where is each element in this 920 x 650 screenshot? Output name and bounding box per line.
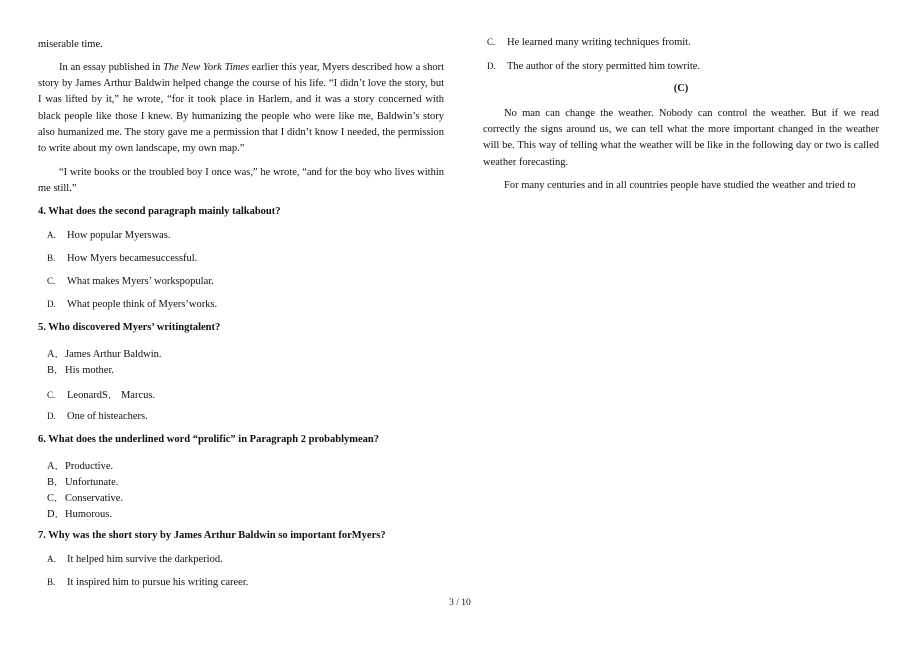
q4-option-d: D. What people think of Myers’works. [47, 299, 218, 310]
page-number: 3 / 10 [449, 598, 471, 608]
q4-option-b: B. How Myers becamesuccessful. [47, 253, 198, 264]
weather-paragraph-2: For many centuries and in all countries people have studied the weather and tried to [504, 180, 856, 191]
question-5: 5. Who discovered Myers’ writingtalent? [38, 322, 221, 333]
q6-option-b: B．Unfortunate. [47, 477, 119, 488]
q7-option-b: B. It inspired him to pursue his writing career. [47, 577, 249, 588]
q7-option-c: C. He learned many writing techniques fromit. [487, 37, 691, 48]
continuation-line: miserable time. [38, 39, 103, 50]
question-6: 6. What does the underlined word “prolific” in Paragraph 2 probablymean? [38, 434, 379, 445]
q6-option-d: D．Humorous. [47, 509, 112, 520]
q5-option-b: B．His mother. [47, 365, 114, 376]
q6-option-a: A．Productive. [47, 461, 114, 472]
q6-option-c: C．Conservative. [47, 493, 124, 504]
question-4: 4. What does the second paragraph mainly talkabout? [38, 206, 281, 217]
q5-option-d: D. One of histeachers. [47, 411, 148, 422]
passage-paragraph-2: “I write books or the troubled boy I once was,” he wrote, “and for the boy who lives within me still.” [38, 167, 444, 195]
q7-option-d: D. The author of the story permitted him towrite. [487, 61, 701, 72]
q5-option-a: A．James Arthur Baldwin. [47, 349, 162, 360]
weather-paragraph-1: No man can change the weather. Nobody can control the weather. But if we read correctly the signs around us, we can tell what the more important changed in the weather will be. This way of telling what the weather will be like in the following day or two is called weather forecasting. [483, 108, 879, 168]
question-7: 7. Why was the short story by James Arthur Baldwin so important forMyers? [38, 530, 386, 541]
newspaper-title: The New York Times [163, 62, 250, 73]
q4-option-c: C. What makes Myers’ workspopular. [47, 276, 214, 287]
passage-paragraph-1: In an essay published in The New York Times earlier this year, Myers described how a short story by James Arthur Baldwin helped change the course of his life. “I didn’t love the story, but I was lifted by it,” he wrote, “for it took place in Harlem, and it was a story concerned with black people like those I knew. By humanizing the people who were like me, Baldwin’s story also humanized me. The story gave me a permission that I didn’t know I needed, the permission to write about my own landscape, my own map.” [38, 62, 445, 155]
section-heading: (C) [673, 83, 689, 94]
q5-option-c: C. LeonardS． Marcus. [47, 390, 156, 401]
q4-option-a: A. How popular Myerswas. [47, 230, 171, 241]
q7-option-a: A. It helped him survive the darkperiod. [47, 554, 223, 565]
